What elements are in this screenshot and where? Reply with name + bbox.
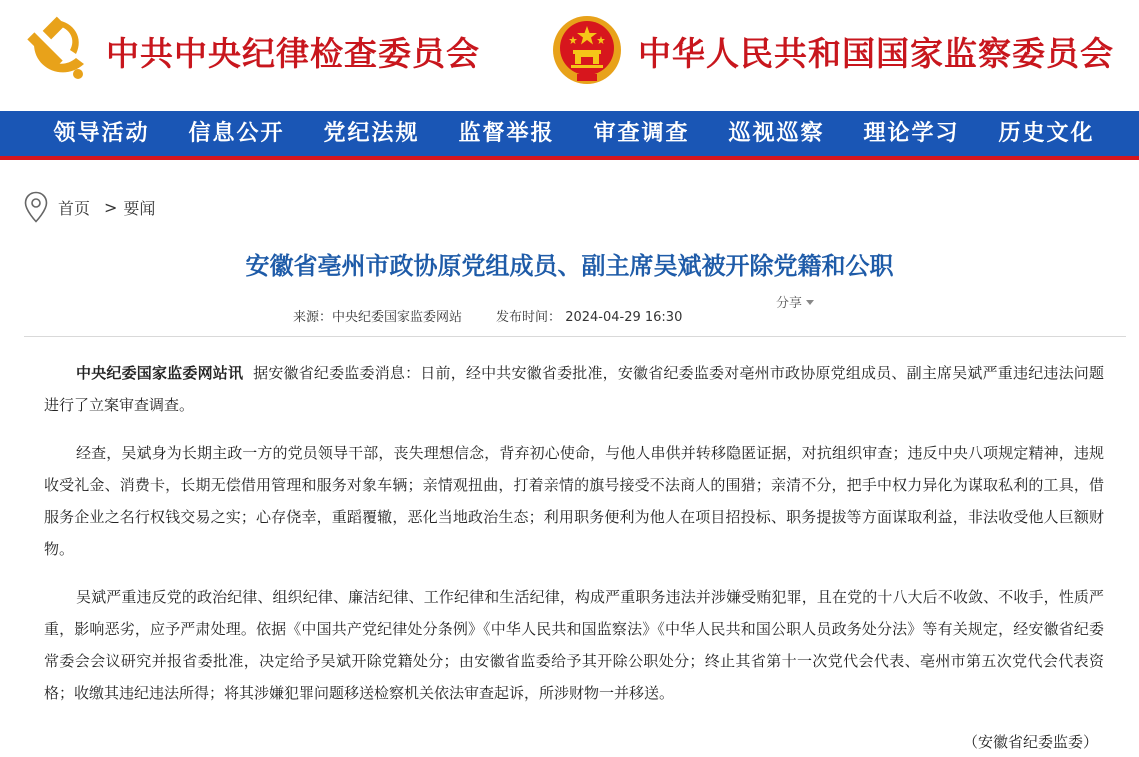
location-pin-icon xyxy=(24,191,48,223)
share-label: 分享 xyxy=(776,296,803,311)
paragraph-3: 吴斌严重违反党的政治纪律、组织纪律、廉洁纪律、工作纪律和生活纪律，构成严重职务违法并涉嫌受贿犯罪，且在党的十八大后不收敛、不收手，性质严重，影响恶劣，应予严肃处理。依据《中国共产党纪律处分条例》《中华人民共和国监察法》《中华人民共和国公职人员政务处分法》等有关规定，经安徽省纪委常委会会议研究并报省委批准，决定给予吴斌开除党籍处分；由安徽省监委给予其开除公职处分；终止其省第十一次党代会代表、亳州市第五次党代会代表资格；收缴其违纪违法所得；将其涉嫌犯罪问题移送检察机关依法审查起诉，所涉财物一并移送。 xyxy=(44,588,1104,702)
article-title: 安徽省亳州市政协原党组成员、副主席吴斌被开除党籍和公职 xyxy=(245,252,894,280)
nav-item-theory[interactable]: 理论学习 xyxy=(863,120,960,146)
nav-item-regulations[interactable]: 党纪法规 xyxy=(323,120,420,146)
article-signature: （安徽省纪委监委） xyxy=(963,733,1099,751)
caret-down-icon xyxy=(806,300,814,305)
party-emblem-icon[interactable] xyxy=(26,14,92,84)
nav-item-leadership[interactable]: 领导活动 xyxy=(53,120,150,146)
main-nav xyxy=(0,111,1139,160)
nav-item-history[interactable]: 历史文化 xyxy=(998,120,1095,146)
source-label: 来源： xyxy=(293,310,333,325)
nav-item-inspection[interactable]: 巡视巡察 xyxy=(728,120,825,146)
paragraph-1-text: 据安徽省纪委监委消息：日前，经中共安徽省委批准，安徽省纪委监委对亳州市政协原党组成员、副主席吴斌严重违纪违法问题进行了立案审查调查。 xyxy=(44,364,1104,414)
lead-source: 中央纪委国家监委网站讯 xyxy=(76,364,244,382)
title-divider xyxy=(24,336,1126,337)
nav-item-report[interactable]: 监督举报 xyxy=(458,120,555,146)
nsc-title[interactable]: 中华人民共和国国家监察委员会 xyxy=(638,34,1114,73)
publish-time-label: 发布时间： xyxy=(496,310,562,325)
publish-time-value: 2024-04-29 16:30 xyxy=(565,310,683,325)
article-body xyxy=(44,357,1104,725)
breadcrumb-separator: > xyxy=(104,197,118,217)
masthead xyxy=(0,0,1139,111)
breadcrumb-news-link[interactable]: 要闻 xyxy=(123,198,156,218)
paragraph-1 xyxy=(44,357,1104,421)
nav-item-info-disclosure[interactable]: 信息公开 xyxy=(188,120,285,146)
national-emblem-icon[interactable] xyxy=(551,14,623,86)
article-meta xyxy=(293,308,682,328)
paragraph-2: 经查，吴斌身为长期主政一方的党员领导干部，丧失理想信念，背弃初心使命，与他人串供并转移隐匿证据，对抗组织审查；违反中央八项规定精神，违规收受礼金、消费卡，长期无偿借用管理和服务对象车辆；亲情观扭曲，打着亲情的旗号接受不法商人的围猎；亲清不分，把手中权力异化为谋取私利的工具，借服务企业之名行权钱交易之实；心存侥幸，重蹈覆辙，恶化当地政治生态；利用职务便利为他人在项目招投标、职务提拔等方面谋取利益，非法收受他人巨额财物。 xyxy=(44,444,1104,558)
nav-item-investigation[interactable]: 审查调查 xyxy=(593,120,690,146)
breadcrumb xyxy=(24,190,155,224)
breadcrumb-home-link[interactable]: 首页 xyxy=(58,198,91,218)
share-button[interactable] xyxy=(776,292,814,311)
cpc-ccdi-title[interactable]: 中共中央纪律检查委员会 xyxy=(106,34,480,73)
nav-list xyxy=(0,111,1139,156)
source-value: 中央纪委国家监委网站 xyxy=(332,310,463,325)
